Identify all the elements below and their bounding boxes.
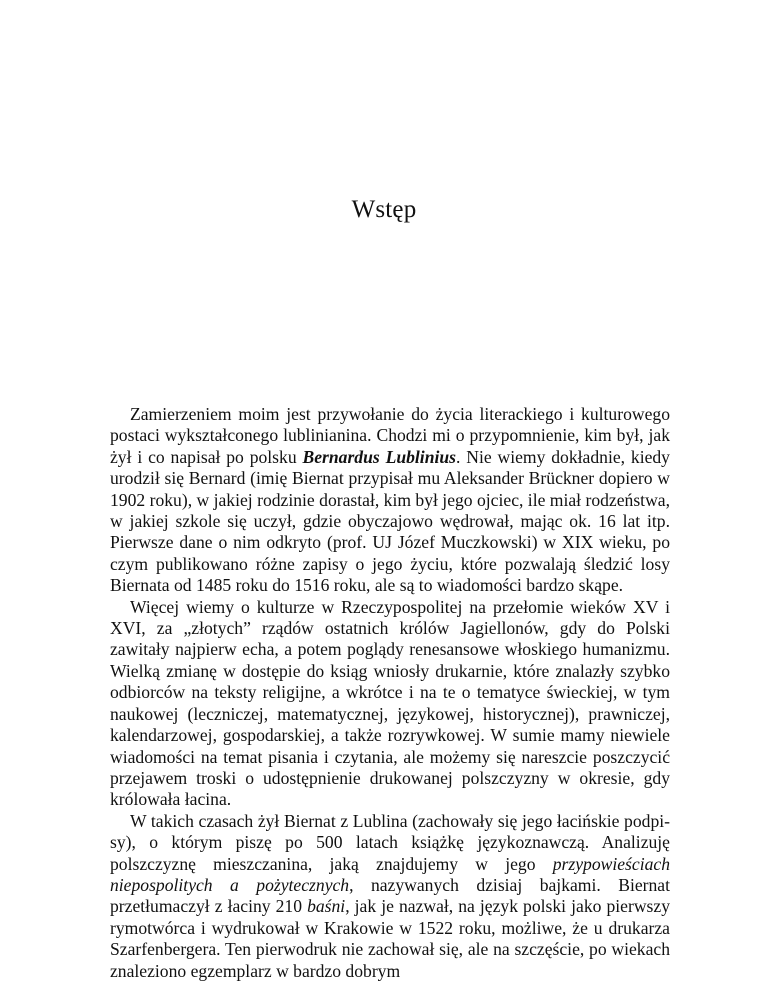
author-name-emphasis: Bernardus Lublinius <box>302 446 456 467</box>
text-segment: . Nie wiemy dokładnie, kiedy urodził się Bernard (imię Biernat przypisał mu Aleksander Brückner dopiero w 1902 roku), w jakiej rodzinie dorastał, kim był jego ojciec, ile miał rodzeństwa, w jakiej szkole się uczył, gdzie obyczajowo wędrował, mając ok. 16 lat itp. Pierwsze dane o nim odkryto (prof. UJ Józef Muczkowski) w XIX wieku, po czym publikowano różne zapisy o jego życiu, które pozwalają śledzić losy Biernata od 1485 roku do 1516 roku, ale są to wiadomości bardzo skąpe. <box>110 446 670 596</box>
text-segment: , jak je nazwał, na język polski jako pierwszy rymotwórca i wydrukował w Krakowie w 1522 roku, możliwe, że u drukarza Szarfenbergera. Ten pierwodruk nie zachował się, ale na szczęście, po wiekach znaleziono egzemplarz w bardzo dobrym <box>110 896 670 981</box>
work-title-emphasis: przypowieściach niepospolitych a pożytecznych <box>110 853 670 895</box>
chapter-title: Wstęp <box>351 196 417 223</box>
text-segment: Więcej wiemy o kulturze w Rzeczypospolitej na przełomie wieków XV i XVI, za „złotych” rządów ostatnich królów Jagiellonów, gdy do Polski zawitały najpierw echa, a potem poglądy renesansowe włoskiego humanizmu. Wielką zmianę w dostępie do ksiąg wniosły drukarnie, które znalazły szybko odbiorców na teksty religijne, a wkrótce i na te o tematyce świeckiej, w tym naukowej (leczniczej, matematycznej, językowej, historycznej), prawniczej, kalendarzowej, gospodarskiej, a także rozrywkowej. W sumie mamy niewiele wiadomości na temat pisania i czytania, ale możemy się nareszcie poszczycić przejawem troski o udostępnienie drukowanej polszczyzny w okresie, gdy królowała łacina. <box>110 596 670 810</box>
text-segment: W takich czasach żył Biernat z Lublina (zachowały się jego łacińskie podpisy), o którym piszę po 500 latach książkę językoznawczą. Analizuję polszczyznę mieszczanina, jaką znajdujemy w jego <box>110 810 670 874</box>
paragraph <box>110 404 670 597</box>
paragraph <box>110 597 670 811</box>
text-segment: Zamierzeniem moim jest przywołanie do życia literackiego i kulturowego postaci wykształconego lublinianina. Chodzi mi o przypomnienie, kim był, jak żył i co napisał po polsku <box>110 404 670 467</box>
text-segment: , nazywanych dzisiaj bajkami. Biernat przetłumaczył z łaciny 210 <box>110 874 670 917</box>
paragraph <box>110 811 670 982</box>
term-emphasis: baśni <box>307 896 346 917</box>
body-text <box>110 404 670 982</box>
